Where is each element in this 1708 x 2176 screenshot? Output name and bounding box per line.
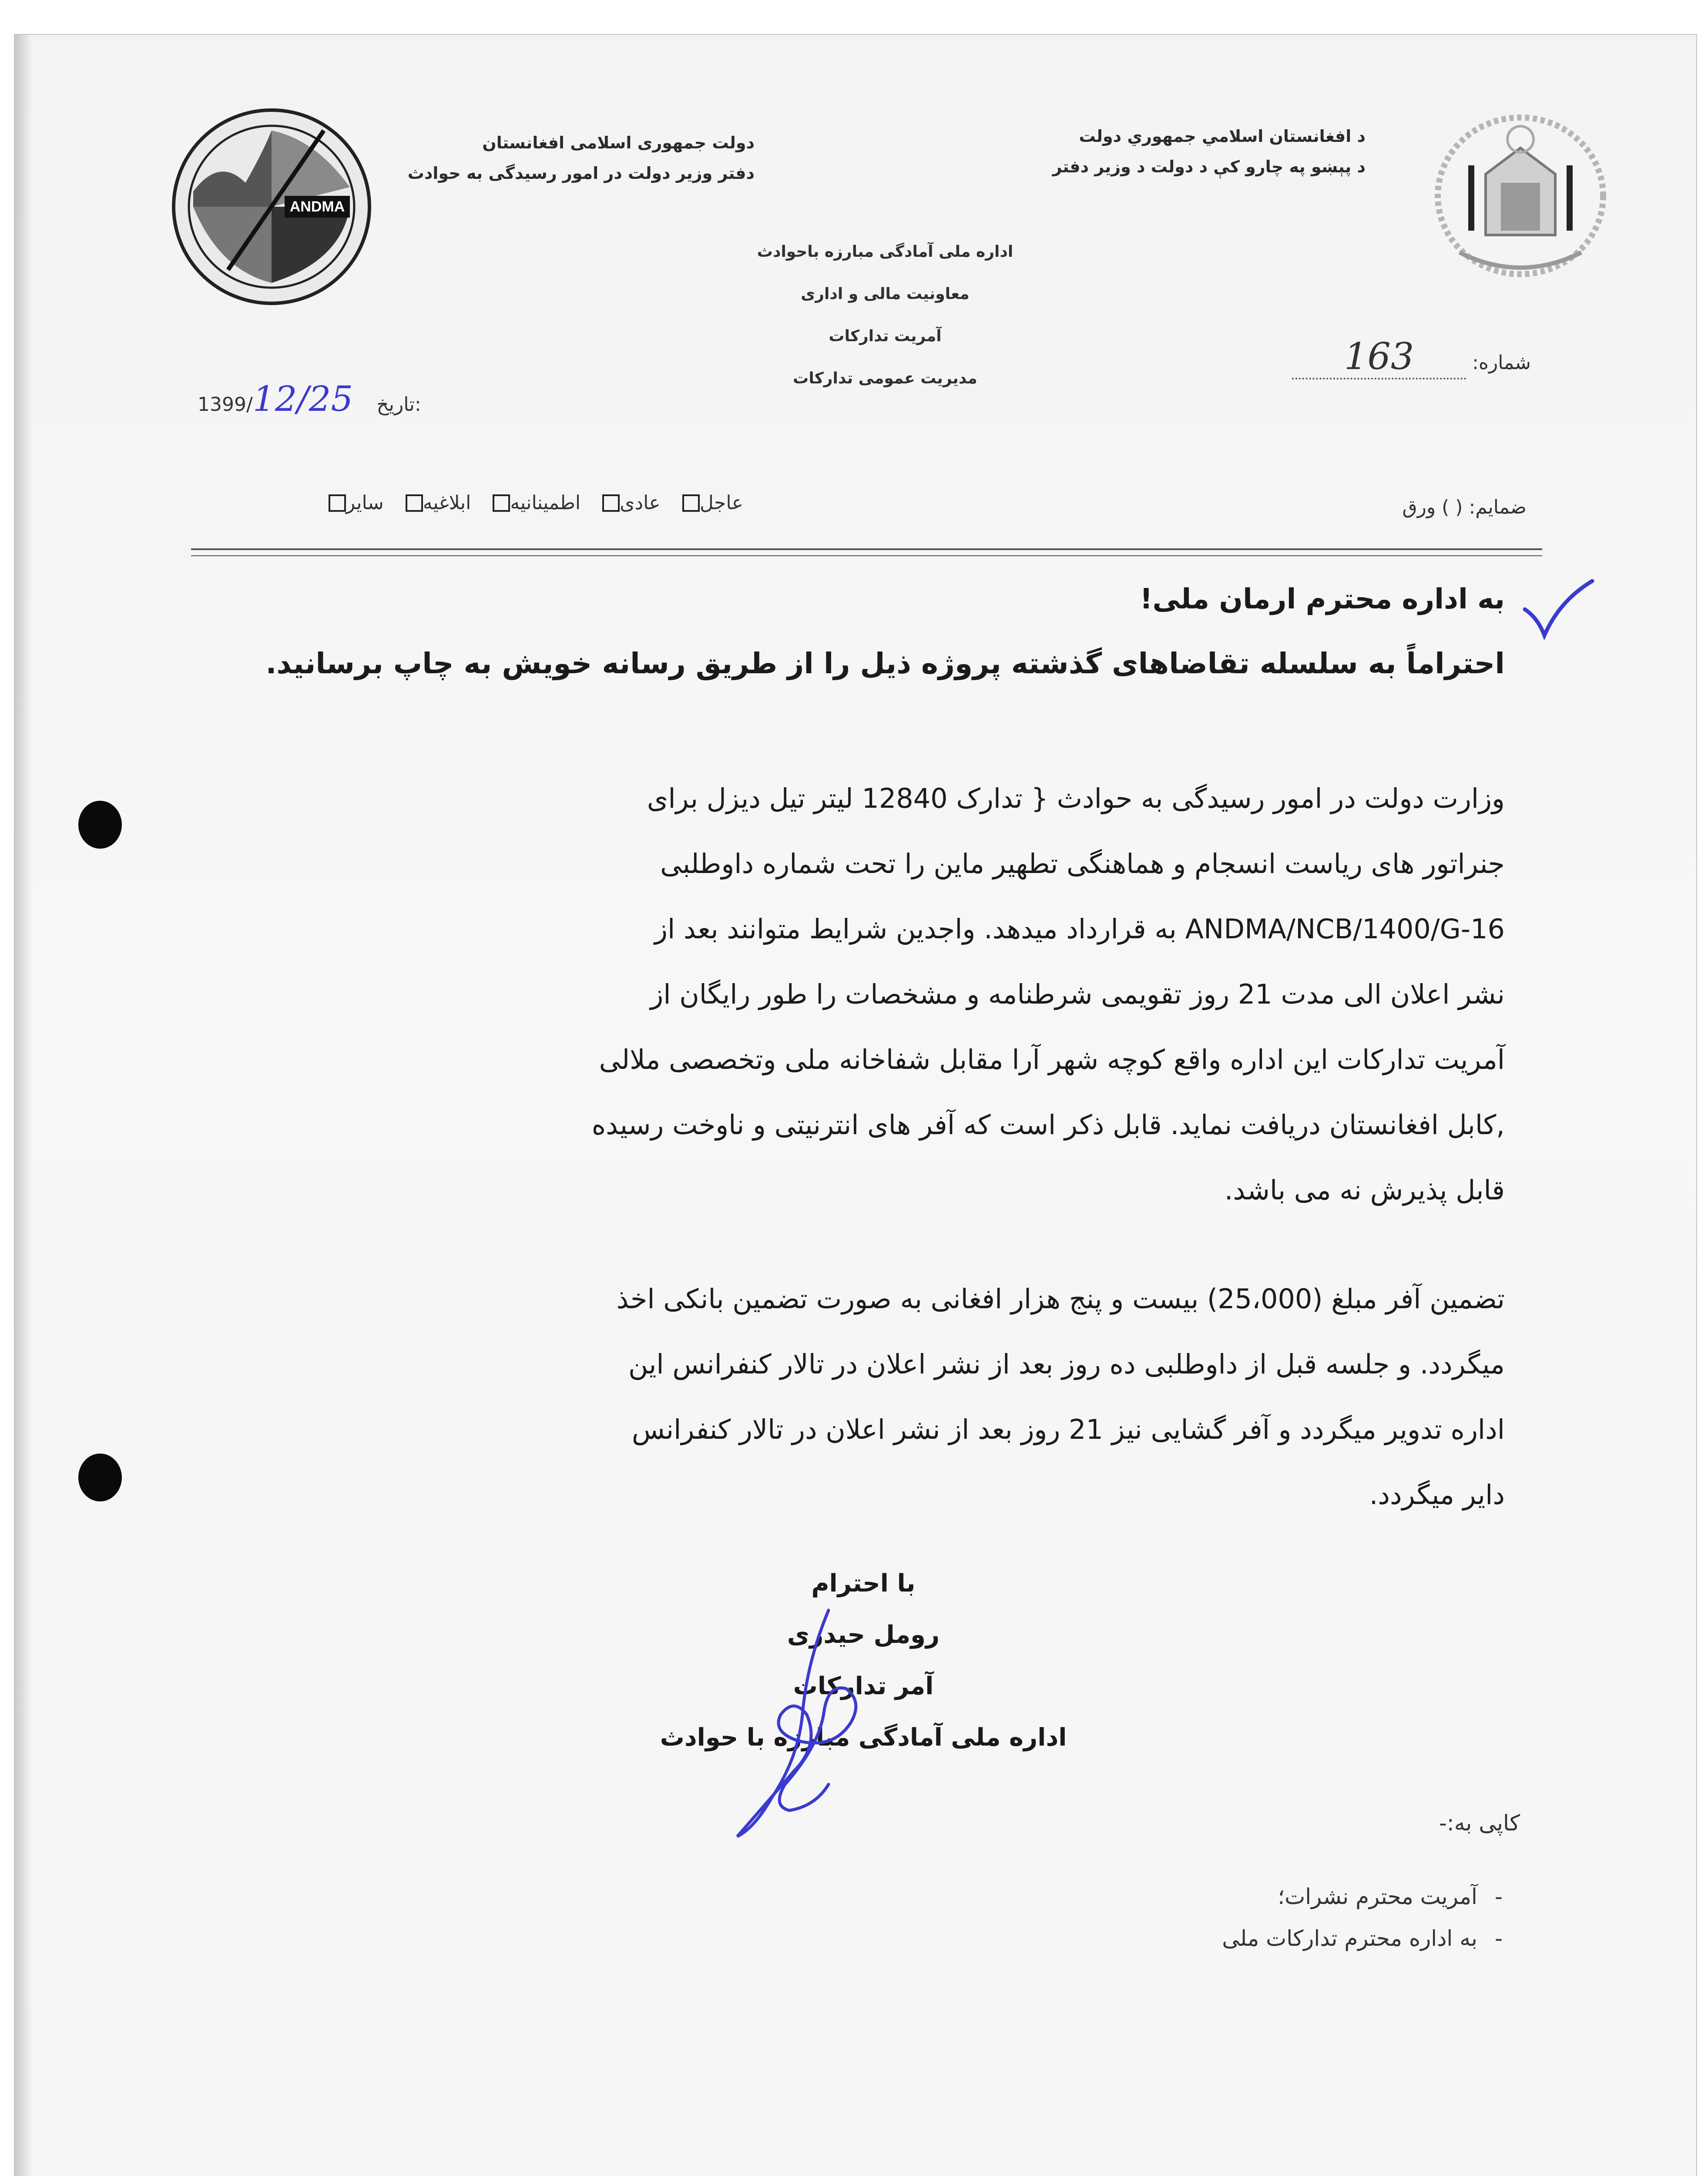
- category-notification[interactable]: ابلاغیه: [404, 492, 471, 514]
- date-label: تاریخ:: [376, 393, 421, 416]
- signer-name: رومل حیدری: [787, 1621, 940, 1649]
- paragraph-line: دایر میگردد.: [1369, 1479, 1505, 1511]
- department-line: اداره ملی آمادگی مبارزه باحوادث: [757, 243, 1013, 261]
- attachments: ضمایم: ( ) ورق: [1402, 496, 1527, 518]
- andma-logo-icon: [167, 104, 376, 309]
- copy-item: -به اداره محترم تدارکات ملی: [1222, 1926, 1503, 1951]
- punch-hole-bottom: [78, 1454, 122, 1501]
- letter-number: [1226, 335, 1531, 379]
- checkbox-icon[interactable]: [406, 494, 423, 512]
- paragraph-line: اداره تدویر میگردد و آفر گشایی نیز 21 روز بعد از نشر اعلان در تالار کنفرانس: [631, 1414, 1505, 1445]
- category-confirmation[interactable]: اطمینانیه: [491, 492, 581, 514]
- body-paragraph-1: [169, 766, 1505, 1223]
- paragraph-line: ANDMA/NCB/1400/G-16 به قرارداد میدهد. واجدین شرایط متوانند بعد از: [654, 913, 1505, 945]
- signer-title: آمر تدارکات: [793, 1672, 934, 1700]
- paragraph-line: نشر اعلان الی مدت 21 روز تقویمی شرطنامه و مشخصات را طور رایگان از: [650, 978, 1505, 1010]
- paragraph-line: وزارت دولت در امور رسیدگی به حوادث { تدارک 12840 لیتر تیل دیزل برای: [647, 782, 1505, 814]
- checkbox-icon[interactable]: [329, 494, 346, 512]
- divider-bottom: [191, 555, 1542, 556]
- header-left: [363, 133, 755, 184]
- checkbox-icon[interactable]: [493, 494, 510, 512]
- header-right-line1: د افغانستان اسلامي جمهوري دولت: [1079, 127, 1366, 146]
- department-line: معاونیت مالی و اداری: [801, 285, 970, 303]
- page-shadow: [15, 35, 32, 2176]
- checkbox-icon[interactable]: [682, 494, 700, 512]
- paragraph-line: ,کابل افغانستان دریافت نماید. قابل ذکر است که آفر های انترنیتی و ناوخت رسیده: [591, 1109, 1505, 1141]
- paragraph-line: میگردد. و جلسه قبل از داوطلبی ده روز بعد از نشر اعلان در تالار کنفرانس این: [628, 1348, 1505, 1380]
- paragraph-line: آمریت تدارکات این اداره واقع کوچه شهر آرا مقابل شفاخانه ملی وتخصصی ملالی: [599, 1044, 1505, 1075]
- number-label: شماره:: [1472, 352, 1531, 374]
- category-normal[interactable]: عادی: [601, 492, 661, 514]
- category-urgent[interactable]: عاجل: [681, 492, 743, 514]
- header-right-line2: د پېښو په چارو کې د دولت د وزیر دفتر: [1052, 157, 1366, 176]
- handwritten-signature-icon: [720, 1602, 876, 1845]
- copies-list: [850, 1876, 1503, 1959]
- header-right: [974, 126, 1366, 177]
- header-left-line2: دفتر وزیر دولت در امور رسیدگی به حوادث: [407, 163, 755, 183]
- letter-date: [198, 379, 502, 419]
- divider-top: [191, 548, 1542, 550]
- category-other[interactable]: سایر: [327, 492, 384, 514]
- national-emblem-icon: [1420, 109, 1621, 292]
- logo-text: ANDMA: [289, 198, 345, 215]
- date-year: 1399/: [198, 393, 253, 416]
- intro-paragraph: احتراماً به سلسله تقاضاهای گذشته پروژه ذیل را از طریق رسانه خویش به چاپ برسانید.: [265, 647, 1505, 680]
- closing: با احترام: [811, 1569, 916, 1598]
- copies-label: کاپی به:-: [1439, 1810, 1520, 1836]
- checkbox-icon[interactable]: [602, 494, 620, 512]
- signer-org: اداره ملی آمادگی مبارزه با حوادث: [660, 1723, 1067, 1752]
- number-value: 163: [1344, 335, 1414, 378]
- department-lines: [728, 231, 1042, 400]
- salutation: به اداره محترم ارمان ملی!: [1140, 583, 1505, 615]
- document-sheet: [14, 34, 1697, 2176]
- punch-hole-top: [78, 801, 122, 849]
- checkmark-icon: [1520, 579, 1594, 640]
- date-handwritten: 12/25: [252, 379, 353, 419]
- paragraph-line: قابل پذیرش نه می باشد.: [1224, 1174, 1505, 1206]
- header-left-line1: دولت جمهوری اسلامی افغانستان: [482, 133, 755, 152]
- copy-item: -آمریت محترم نشرات؛: [1278, 1884, 1503, 1909]
- department-line: مدیریت عمومی تدارکات: [793, 369, 977, 387]
- paragraph-line: تضمین آفر مبلغ (25،000) بیست و پنج هزار افغانی به صورت تضمین بانکی اخذ: [616, 1283, 1505, 1315]
- department-line: آمریت تدارکات: [829, 327, 942, 345]
- body-paragraph-2: [169, 1266, 1505, 1528]
- paragraph-line: جنراتور های ریاست انسجام و هماهنگی تطهیر ماین را تحت شماره داوطلبی: [660, 848, 1505, 880]
- category-checkboxes: [178, 492, 743, 514]
